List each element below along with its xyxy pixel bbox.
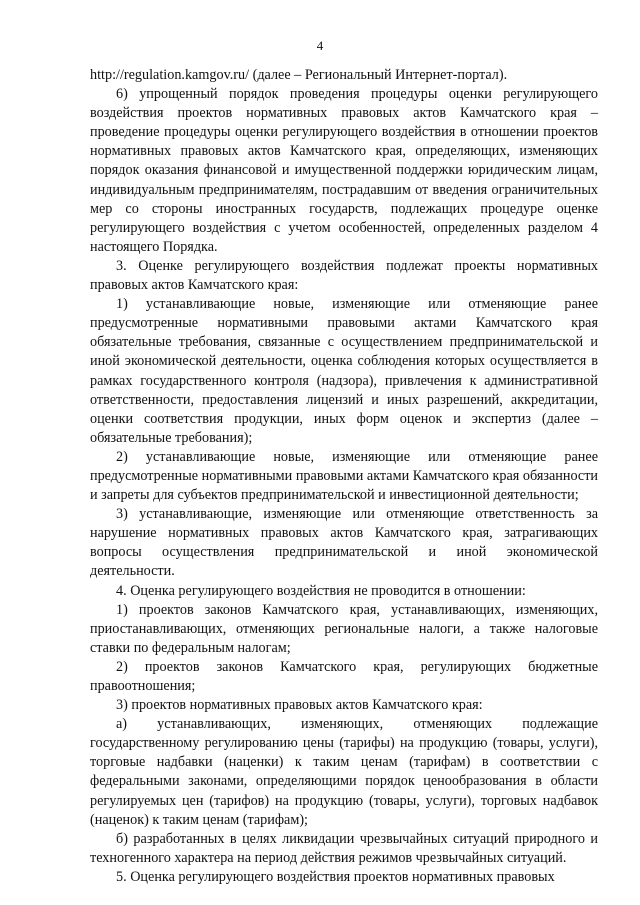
paragraph-section-4-item-3b: б) разработанных в целях ликвидации чрезвычайных ситуаций природного и техногенного характера на период действия режимов чрезвычайных ситуаций. [90, 830, 598, 866]
paragraph-section-3-item-3: 3) устанавливающие, изменяющие или отменяющие ответственность за нарушение нормативных правовых актов Камчатского края, затрагивающих вопросы осуществления предпринимательской и иной экономической деятельности. [90, 506, 598, 580]
paragraph-url-continuation: http://regulation.kamgov.ru/ (далее – Региональный Интернет-портал). [90, 67, 508, 83]
paragraph-item-6: 6) упрощенный порядок проведения процедуры оценки регулирующего воздействия проектов нормативных правовых актов Камчатского края – проведение процедуры оценки регулирующего воздействия в отношении проектов нормативных правовых актов Камчатского края, определяющих, изменяющих порядок оказания финансовой и имущественной поддержки юридическим лицам, индивидуальным предпринимателям, пострадавшим от введения ограничительных мер со стороны иностранных государств, подлежащих процедуре оценке регулирующего воздействия с учетом особенностей, определенных разделом 4 настоящего Порядка. [90, 86, 598, 255]
paragraph-section-3: 3. Оценке регулирующего воздействия подлежат проекты нормативных правовых актов Камчатского края: [90, 257, 598, 294]
paragraph-section-4-item-2: 2) проектов законов Камчатского края, регулирующих бюджетные правоотношения; [90, 658, 598, 694]
paragraph-section-4-item-1: 1) проектов законов Камчатского края, устанавливающих, изменяющих, приостанавливающих, отменяющих региональные налоги, а также налоговые ставки по федеральным налогам; [90, 601, 598, 656]
paragraph-section-4-item-3a: а) устанавливающих, изменяющих, отменяющих подлежащие государственному регулированию цены (тарифы) на продукцию (товары, услуги), торговые надбавки (наценки) к таким ценам (тарифам) в соответствии с федеральными законами, определяющими порядок ценообразования в области регулируемых цен (тарифов) на продукцию (товары, услуги), торговых надбавок (наценок) к таким ценам (тарифам); [90, 716, 598, 828]
paragraph-section-4: 4. Оценка регулирующего воздействия не проводится в отношении: [116, 582, 526, 599]
document-body [90, 66, 598, 887]
page-number: 4 [316, 38, 324, 53]
paragraph-section-3-item-1: 1) устанавливающие новые, изменяющие или отменяющие ранее предусмотренные нормативными правовыми актами Камчатского края обязательные требования, связанные с осуществлением предпринимательской и иной экономической деятельности, оценка соблюдения которых осуществляется в рамках государственного контроля (надзора), привлечения к административной ответственности, предоставления лицензий и иных разрешений, аккредитации, оценки соответствия продукции, иных форм оценок и экспертиз (далее – обязательные требования); [90, 296, 598, 446]
paragraph-section-3-item-2: 2) устанавливающие новые, изменяющие или отменяющие ранее предусмотренные нормативными правовыми актами Камчатского края обязанности и запреты для субъектов предпринимательской и инвестиционной деятельности; [90, 448, 598, 504]
paragraph-section-5: 5. Оценка регулирующего воздействия проектов нормативных правовых [116, 868, 555, 885]
paragraph-section-4-item-3: 3) проектов нормативных правовых актов Камчатского края: [116, 697, 483, 714]
